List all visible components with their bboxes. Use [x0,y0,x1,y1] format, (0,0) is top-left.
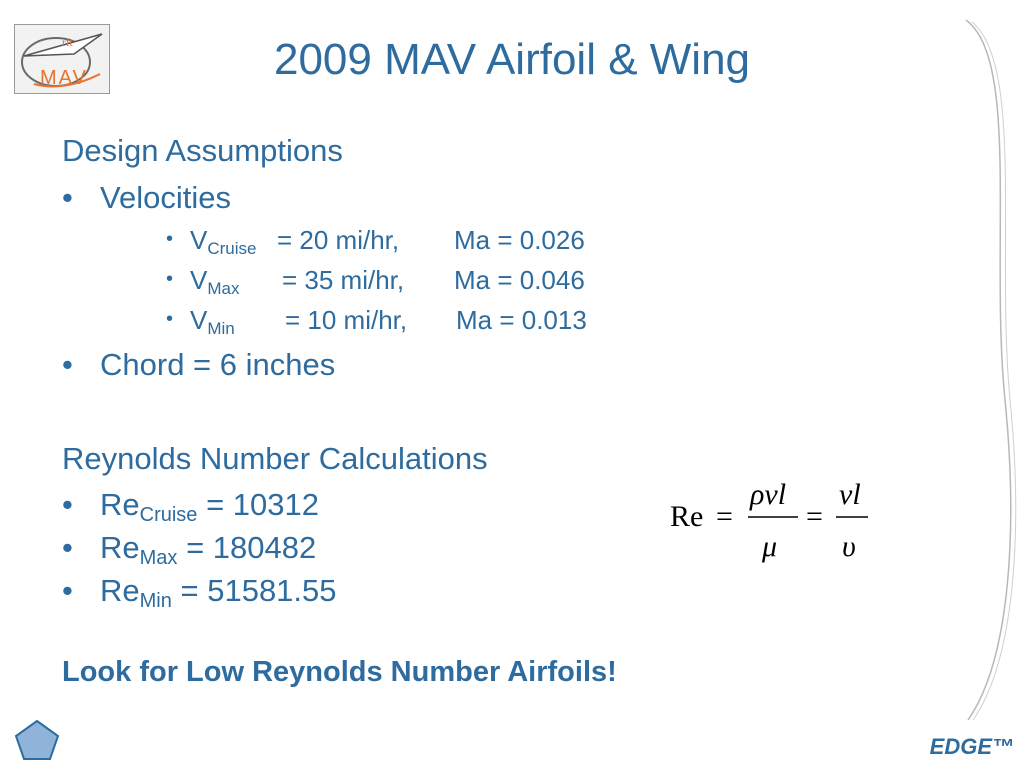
velocity-min-item: • $V_{Min}$ = 10 mi/hr, Ma = 0.013 [166,305,587,338]
bullet-dot: • [62,180,73,215]
velocity-symbol: V [190,265,208,295]
design-assumptions-heading: Design Assumptions [62,133,343,168]
velocity-mach: Ma = 0.026 [454,225,585,255]
velocity-subscript: Max [207,279,240,298]
velocity-max-item: • $V_{Max}$ = 35 mi/hr, Ma = 0.046 [166,265,585,298]
velocity-value: = 35 mi/hr, [282,265,405,295]
reynolds-heading: Reynolds Number Calculations [62,441,488,476]
re-min-item: • $Re_{Min} = 51581.55$ [62,573,337,612]
velocity-subscript: Min [207,319,235,338]
velocity-value: = 20 mi/hr, [277,225,400,255]
velocities-label: Velocities [100,180,231,215]
logo-mav-text: MAV [40,67,88,89]
formula-lhs: Re [670,500,704,533]
formula-numerator-1: ρvl [750,478,787,511]
decorative-page-curl [960,0,1024,768]
velocities-bullet [62,182,462,216]
formula-denominator-2: υ [842,530,856,563]
re-cruise-item: • $Re_{Cruise} = 10312$ [62,487,319,526]
re-value: = 180482 [186,530,317,565]
re-subscript: Cruise [139,504,198,526]
velocity-value: = 10 mi/hr, [285,305,408,335]
logo-rit-text: rit [62,35,73,49]
re-subscript: Min [139,590,172,612]
chord-bullet: • Chord = 6 inches [62,347,336,382]
reynolds-formula [668,474,878,566]
slide-title: 2009 MAV Airfoil & Wing [273,35,751,84]
edge-brand: EDGE™ [929,734,1014,759]
velocity-mach: Ma = 0.046 [454,265,585,295]
re-symbol: Re [100,573,140,608]
re-value: = 10312 [206,487,319,522]
formula-equals-1: = [716,500,733,533]
velocity-symbol: V [190,305,208,335]
formula-numerator-2: vl [839,478,861,511]
velocity-symbol: V [190,225,208,255]
chord-text: Chord = 6 inches [100,347,336,382]
formula-equals-2: = [806,500,823,533]
callout-text: Look for Low Reynolds Number Airfoils! [62,656,617,688]
re-symbol: Re [100,487,140,522]
formula-denominator-1: μ [762,530,778,563]
re-max-item: • $Re_{Max} = 180482$ [62,530,317,569]
re-symbol: Re [100,530,140,565]
velocity-mach: Ma = 0.013 [456,305,587,335]
re-value: = 51581.55 [180,573,337,608]
velocity-cruise-item: • $V_{Cruise}$ = 20 mi/hr, Ma = 0.026 [166,225,585,258]
re-subscript: Max [139,547,178,569]
pentagon-icon [14,719,60,761]
velocity-subscript: Cruise [207,239,257,258]
